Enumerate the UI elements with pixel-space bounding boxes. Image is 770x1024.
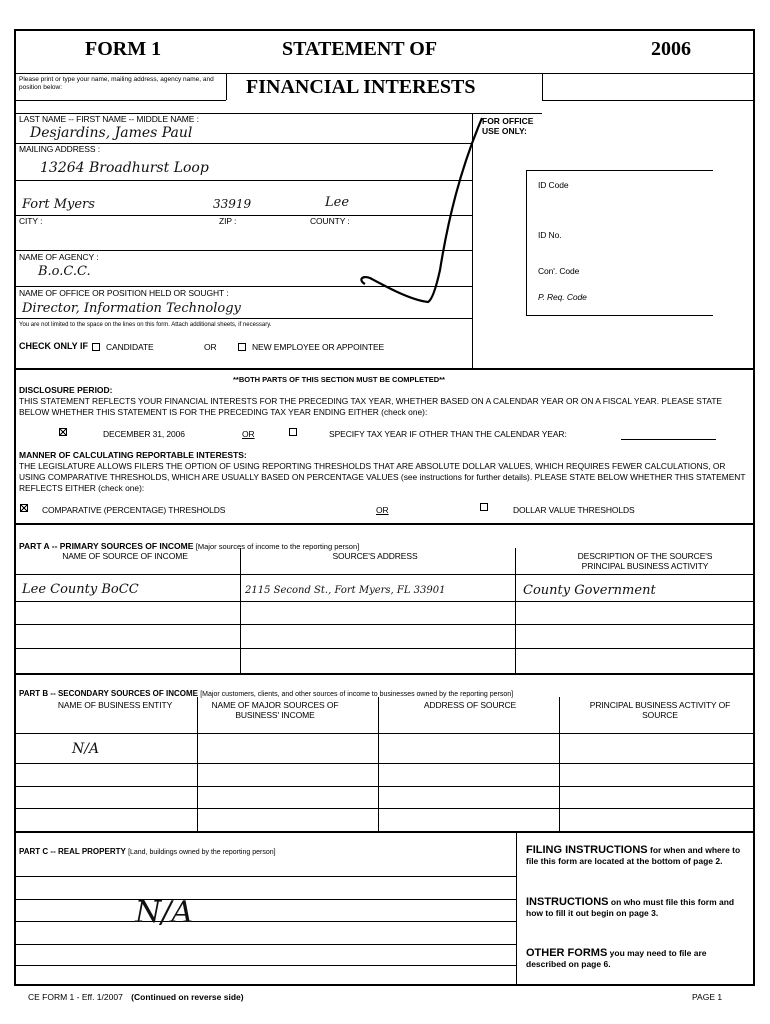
county-value[interactable]: Lee [325,195,350,210]
check-scribble-icon [340,110,490,310]
specify-label: SPECIFY TAX YEAR IF OTHER THAN THE CALENDAR YEAR: [329,429,567,439]
part-a-title-text: PART A -- PRIMARY SOURCES OF INCOME [19,541,194,551]
footer-continued: (Continued on reverse side) [131,992,244,1002]
instr-text: on who must file this form and how to fill it out begin on page 3. [526,897,735,918]
other-forms-instructions [526,948,748,970]
name-label: LAST NAME -- FIRST NAME -- MIDDLE NAME : [19,114,199,124]
zip-value[interactable]: 33919 [213,197,252,211]
manner-or: OR [376,505,389,515]
footer-left: CE FORM 1 - Eff. 1/2007 [28,992,123,1002]
part-a-row1-address[interactable]: 2115 Second St., Fort Myers, FL 33901 [245,585,446,596]
id-no-label: ID No. [538,230,562,240]
part-c-title-text: PART C -- REAL PROPERTY [19,847,126,856]
statement-title: STATEMENT OF [282,38,438,60]
footer-page: PAGE 1 [692,992,723,1002]
financial-interests-title: FINANCIAL INTERESTS [246,76,476,98]
part-a-col3-header: DESCRIPTION OF THE SOURCE'S PRINCIPAL BUSINESS ACTIVITY [577,551,713,571]
part-b-col4-header: PRINCIPAL BUSINESS ACTIVITY OF SOURCE [589,700,731,720]
mailing-value[interactable]: 13264 Broadhurst Loop [40,160,209,176]
office-use-title-2: USE ONLY: [482,126,527,136]
manner-title: MANNER OF CALCULATING REPORTABLE INTERESTS: [19,450,247,460]
footer-form-id [28,992,244,1002]
period-or: OR [242,429,255,439]
part-c-subtitle: [Land, buildings owned by the reporting person] [128,849,276,856]
part-b-title-text: PART B -- SECONDARY SOURCES OF INCOME [19,689,198,698]
city-value[interactable]: Fort Myers [22,197,95,212]
or-label: OR [204,342,217,352]
office-value[interactable]: Director, Information Technology [22,301,241,316]
comparative-label: COMPARATIVE (PERCENTAGE) THRESHOLDS [42,505,226,515]
part-a-col2-header: SOURCE'S ADDRESS [332,551,418,561]
part-b-row1-name[interactable]: N/A [72,741,100,757]
part-b-title [19,689,513,698]
filing-head: FILING INSTRUCTIONS [526,844,648,856]
print-instruction: Please print or type your name, mailing address, agency name, and position below: [19,76,214,91]
part-b-col3-header: ADDRESS OF SOURCE [423,700,517,710]
county-label: COUNTY : [310,216,350,226]
office-label: NAME OF OFFICE OR POSITION HELD OR SOUGHT : [19,288,229,298]
other-text: you may need to file are described on page 6. [526,948,707,969]
zip-label: ZIP : [219,216,237,226]
form-year: 2006 [651,38,691,60]
comparative-checkbox[interactable] [20,504,28,512]
part-b-col1-header: NAME OF BUSINESS ENTITY [57,700,173,710]
part-b-col2-header: NAME OF MAJOR SOURCES OF BUSINESS' INCOME [211,700,339,720]
conf-code-label: Con'. Code [538,266,580,276]
specify-checkbox[interactable] [289,428,297,436]
agency-value[interactable]: B.o.C.C. [38,264,91,279]
filing-text: for when and where to file this form are located at the bottom of page 2. [526,845,741,866]
agency-label: NAME OF AGENCY : [19,252,99,262]
form-number: FORM 1 [85,38,162,60]
other-head: OTHER FORMS [526,947,608,959]
part-a-col1-header: NAME OF SOURCE OF INCOME [62,551,188,561]
p-req-code-label: P. Req. Code [538,292,587,302]
period-text: THIS STATEMENT REFLECTS YOUR FINANCIAL INTERESTS FOR THE PRECEDING TAX YEAR, WHETHER BASED ON A CALENDAR YEAR OR ON A FISCAL YEAR. PLEASE STATE BELOW WHETHER THIS STATEMENT IS FOR THE PRECEDING TAX YEAR ENDING EITHER (check one): [19,396,723,417]
manner-text: THE LEGISLATURE ALLOWS FILERS THE OPTION OF USING REPORTING THRESHOLDS THAT ARE ABSOLUTE DOLLAR VALUES, WHICH REQUIRES FEWER CALCULATIONS, OR USING COMPARATIVE THRESHOLDS, WHICH ARE USUALLY BASED ON PERCENTAGE VALUES (see instructions for further details). PLEASE STATE BELOW WHETHER THIS STATEMENT REFLECTS EITHER (check one): [19,461,746,493]
part-c-title [19,847,276,856]
candidate-checkbox[interactable] [92,343,100,351]
check-only-label: CHECK ONLY IF [19,341,89,351]
disclosure-section [14,368,755,525]
mailing-label: MAILING ADDRESS : [19,144,100,154]
office-use-title-1: FOR OFFICE [482,116,534,126]
period-title: DISCLOSURE PERIOD: [19,385,113,395]
dollar-label: DOLLAR VALUE THRESHOLDS [513,505,635,515]
city-label: CITY : [19,216,43,226]
who-must-file-instructions [526,897,748,919]
dollar-checkbox[interactable] [480,503,488,511]
filing-instructions [526,845,748,867]
part-a-title [19,541,359,551]
part-a-subtitle: [Major sources of income to the reporting person] [195,542,360,551]
dec31-label: DECEMBER 31, 2006 [103,429,185,439]
part-a-row1-name[interactable]: Lee County BoCC [22,582,139,597]
limit-note: You are not limited to the space on the lines on this form. Attach additional sheets, if necessary. [19,322,272,328]
new-employee-label: NEW EMPLOYEE OR APPOINTEE [252,342,385,352]
new-employee-checkbox[interactable] [238,343,246,351]
instr-head: INSTRUCTIONS [526,896,609,908]
id-code-label: ID Code [538,180,569,190]
both-parts-note: **BOTH PARTS OF THIS SECTION MUST BE COMPLETED** [233,375,445,384]
part-a-row1-desc[interactable]: County Government [523,583,656,598]
name-value[interactable]: Desjardins, James Paul [30,125,193,141]
candidate-label: CANDIDATE [106,342,154,352]
part-b-subtitle: [Major customers, clients, and other sources of income to businesses owned by the reporting person] [200,691,514,698]
dec31-checkbox[interactable] [59,428,67,436]
part-c-value[interactable]: N/A [135,895,194,930]
